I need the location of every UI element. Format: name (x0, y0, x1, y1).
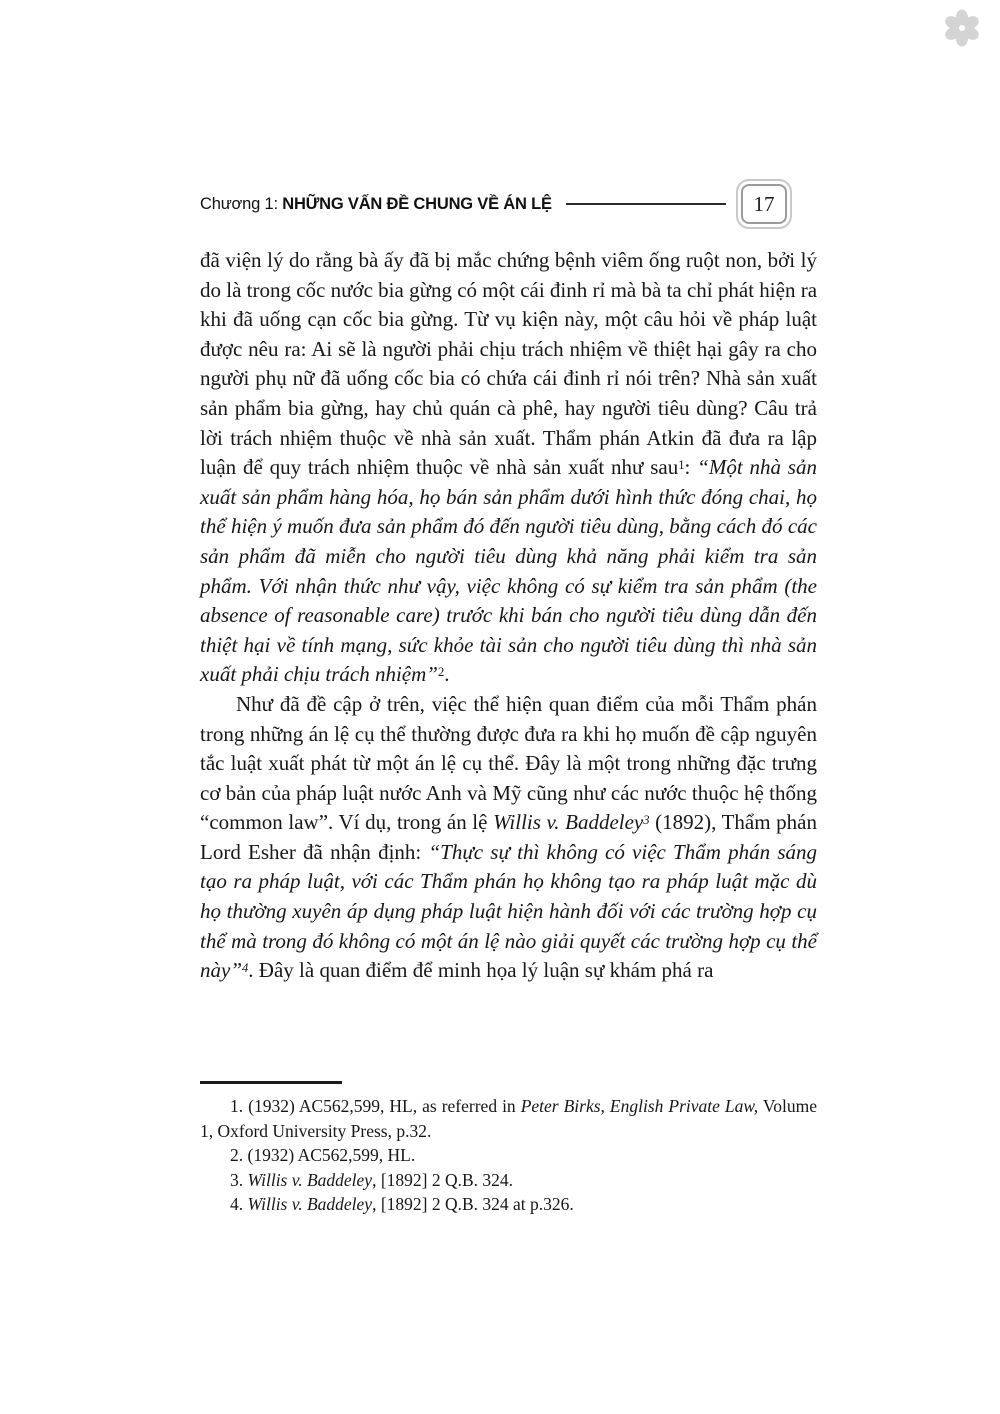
text-run: : (684, 455, 698, 480)
body-paragraph (200, 690, 817, 986)
footnote (200, 1192, 817, 1217)
body-paragraph (200, 246, 817, 690)
text-run: . Đây là quan điểm để minh họa lý luận sự khám phá ra (248, 958, 714, 983)
text-run: 2 (437, 665, 445, 680)
page-body (200, 246, 817, 986)
text-run: Willis v. Baddeley (493, 810, 644, 835)
text-run: 1. (1932) AC562,599, HL, as referred in (230, 1096, 521, 1116)
footnote-separator (200, 1081, 342, 1084)
text-run: đã viện lý do rằng bà ấy đã bị mắc chứng bệnh viêm ống ruột non, bởi lý do là trong cốc nước bia gừng có một cái đinh rỉ mà bà ta chỉ phát hiện ra khi đã uống cạn cốc bia gừng. Từ vụ kiện này, một câu hỏi về pháp luật được nêu ra: Ai sẽ là người phải chịu trách nhiệm về thiệt hại gây ra cho người phụ nữ đã uống cốc bia có chứa cái đinh rỉ nói trên? Nhà sản xuất sản phẩm bia gừng, hay chủ quán cà phê, hay người tiêu dùng? Câu trả lời trách nhiệm thuộc về nhà sản xuất. Thẩm phán Atkin đã đưa ra lập luận để quy trách nhiệm thuộc về nhà sản xuất như sau (200, 248, 818, 480)
text-run: Như đã đề cập ở trên, việc thể hiện quan điểm của mỗi Thẩm phán trong những án lệ cụ thể thường được đưa ra khi họ muốn đề cập nguyên tắc luật xuất phát từ một án lệ cụ thể. Đây là một trong những đặc trưng cơ bản của pháp luật nước Anh và Mỹ cũng như các nước thuộc hệ thống “common law”. Ví dụ, trong án lệ (200, 691, 817, 835)
flower-ornament-icon (942, 8, 982, 48)
text-run: Willis v. Baddeley (247, 1169, 373, 1190)
text-run: Volume 1, Oxford University Press, p.32. (200, 1096, 817, 1141)
page-number-box (736, 179, 792, 229)
footnote (200, 1168, 817, 1193)
text-run: 4 (242, 961, 249, 976)
chapter-header (200, 178, 792, 230)
text-run: “Một nhà sản xuất sản phẩm hàng hóa, họ bán sản phẩm dưới hình thức đóng chai, họ thể hiện ý muốn đưa sản phẩm đó đến người tiêu dùng, bằng cách đó các sản phẩm đã miễn cho người tiêu dùng khả năng phải kiểm tra sản phẩm. Với nhận thức như vậy, việc không có sự kiểm tra sản phẩm (the absence of reasonable care) trước khi bán cho người tiêu dùng dẫn đến thiệt hại về tính mạng, sức khỏe tài sản cho người tiêu dùng thì nhà sản xuất phải chịu trách nhiệm” (200, 455, 817, 687)
text-run: , [1892] 2 Q.B. 324. (372, 1169, 514, 1190)
text-run: (1892), Thẩm phán Lord Esher đã nhận định: (200, 810, 817, 864)
footnote (200, 1143, 817, 1168)
flower-ornament-svg (942, 8, 982, 48)
chapter-title: NHỮNG VẤN ĐỀ CHUNG VỀ ÁN LỆ (282, 194, 552, 213)
text-run: , [1892] 2 Q.B. 324 at p.326. (372, 1194, 574, 1215)
page-number: 17 (741, 184, 787, 224)
header-rule (566, 203, 726, 206)
text-run: “Thực sự thì không có việc Thẩm phán sáng tạo ra pháp luật, với các Thẩm phán họ không tạo ra pháp luật mặc dù họ thường xuyên áp dụng pháp luật hiện hành đối với các trường hợp cụ thể mà trong đó không có một án lệ nào giải quyết các trường hợp cụ thể này” (200, 839, 817, 983)
text-run: 4. (230, 1194, 248, 1215)
text-run: Willis v. Baddeley (247, 1194, 373, 1215)
text-run: . (444, 662, 450, 687)
footnotes-section (200, 1094, 817, 1217)
text-run: 1 (678, 458, 685, 473)
text-run: Peter Birks, English Private Law, (520, 1096, 759, 1116)
footnote (200, 1094, 817, 1143)
chapter-number: Chương 1: (200, 194, 283, 213)
text-run: 3. (230, 1169, 248, 1190)
text-run: 2. (1932) AC562,599, HL. (230, 1145, 416, 1166)
text-run: 3 (643, 813, 650, 828)
chapter-heading (200, 195, 552, 214)
